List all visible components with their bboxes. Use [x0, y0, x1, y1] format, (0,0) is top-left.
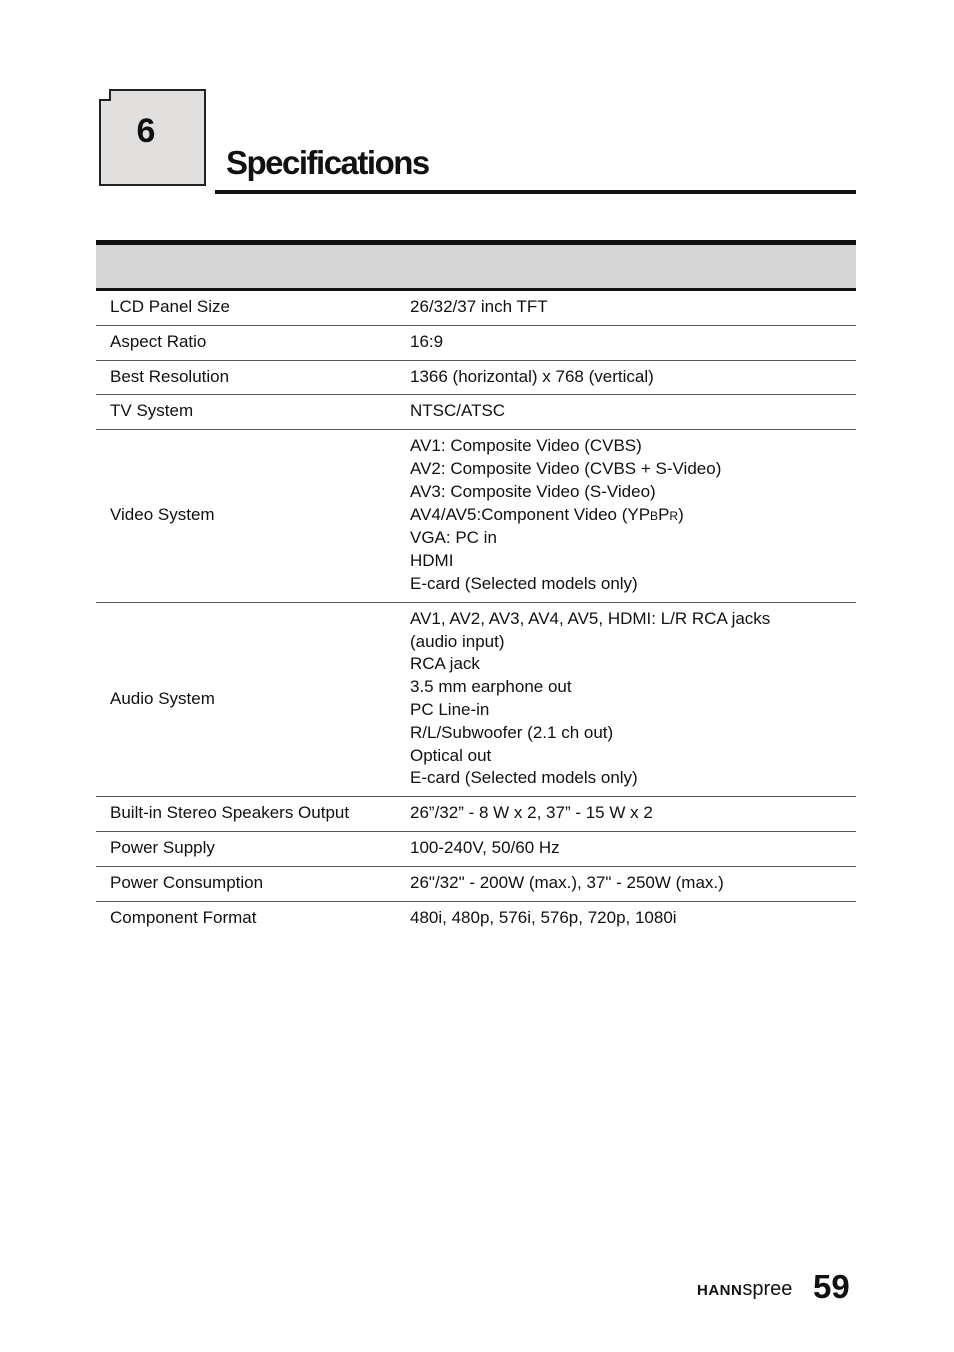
spec-row — [96, 866, 856, 901]
chapter-number: 6 — [136, 112, 156, 150]
spec-label: Aspect Ratio — [96, 325, 410, 360]
spec-value-line: AV2: Composite Video (CVBS + S-Video) — [410, 458, 722, 478]
spec-label: Power Supply — [96, 831, 410, 866]
spec-value-line: VGA: PC in — [410, 528, 497, 548]
spec-value — [410, 290, 856, 326]
page-title: Specifications — [226, 144, 429, 181]
spec-value-line: 100-240V, 50/60 Hz — [410, 837, 560, 857]
spec-value-line: 3.5 mm earphone out — [410, 677, 572, 697]
spec-row — [96, 901, 856, 935]
spec-table-header — [96, 243, 856, 290]
spec-value-line: E-card (Selected models only) — [410, 573, 638, 593]
brand-logo-light: spree — [742, 1278, 793, 1300]
spec-value-line: 26"/32" - 200W (max.), 37" - 250W (max.) — [410, 872, 724, 892]
spec-table — [96, 240, 856, 935]
spec-value — [410, 360, 856, 395]
spec-value-line: 480i, 480p, 576i, 576p, 720p, 1080i — [410, 907, 677, 927]
spec-value-line: NTSC/ATSC — [410, 401, 506, 421]
spec-value — [410, 866, 856, 901]
spec-row — [96, 290, 856, 326]
spec-table-body — [96, 290, 856, 936]
spec-label: Component Format — [110, 907, 257, 927]
spec-value-line: Optical out — [410, 745, 492, 765]
spec-value-line: 16:9 — [410, 331, 444, 351]
spec-row — [96, 360, 856, 395]
spec-row — [96, 831, 856, 866]
spec-value-line: HDMI — [410, 551, 454, 571]
brand-logo — [697, 1278, 792, 1301]
spec-value — [410, 602, 856, 796]
spec-row — [96, 325, 856, 360]
spec-value-line: 1366 (horizontal) x 768 (vertical) — [410, 366, 654, 386]
spec-row — [96, 797, 856, 832]
spec-value — [410, 325, 856, 360]
spec-value-line: PC Line-in — [410, 699, 490, 719]
brand-logo-bold: HANN — [697, 1282, 743, 1299]
spec-label: Built-in Stereo Speakers Output — [96, 797, 410, 832]
spec-value-line: E-card (Selected models only) — [410, 768, 638, 788]
spec-value-line: (audio input) — [410, 631, 505, 651]
page-number: 59 — [813, 1268, 850, 1305]
spec-value-line: AV1, AV2, AV3, AV4, AV5, HDMI: L/R RCA jacks — [410, 608, 771, 628]
spec-row — [96, 395, 856, 430]
spec-value — [410, 797, 856, 832]
spec-value-line: AV3: Composite Video (S-Video) — [410, 481, 656, 501]
spec-label: Video System — [96, 430, 410, 603]
spec-label: LCD Panel Size — [96, 290, 410, 326]
spec-table-header-cell — [96, 243, 856, 290]
spec-value-line: 26”/32” - 8 W x 2, 37” - 15 W x 2 — [410, 803, 653, 823]
spec-label: Best Resolution — [96, 360, 410, 395]
spec-value — [410, 395, 856, 430]
spec-value — [410, 831, 856, 866]
spec-value-line: AV4/AV5:Component Video (YPBPR) — [410, 504, 684, 524]
spec-value — [410, 430, 856, 603]
spec-value-line: R/L/Subwoofer (2.1 ch out) — [410, 722, 614, 742]
spec-row — [96, 602, 856, 796]
chapter-tab-corner — [99, 89, 111, 101]
spec-value-line: AV1: Composite Video (CVBS) — [410, 436, 642, 456]
spec-value — [410, 901, 856, 935]
spec-value-line: 26/32/37 inch TFT — [410, 297, 548, 316]
title-rule — [215, 190, 856, 194]
spec-label: TV System — [96, 395, 410, 430]
spec-label: Audio System — [96, 602, 410, 796]
spec-value-line: RCA jack — [410, 654, 480, 674]
spec-label: Power Consumption — [96, 866, 410, 901]
spec-row — [96, 430, 856, 603]
